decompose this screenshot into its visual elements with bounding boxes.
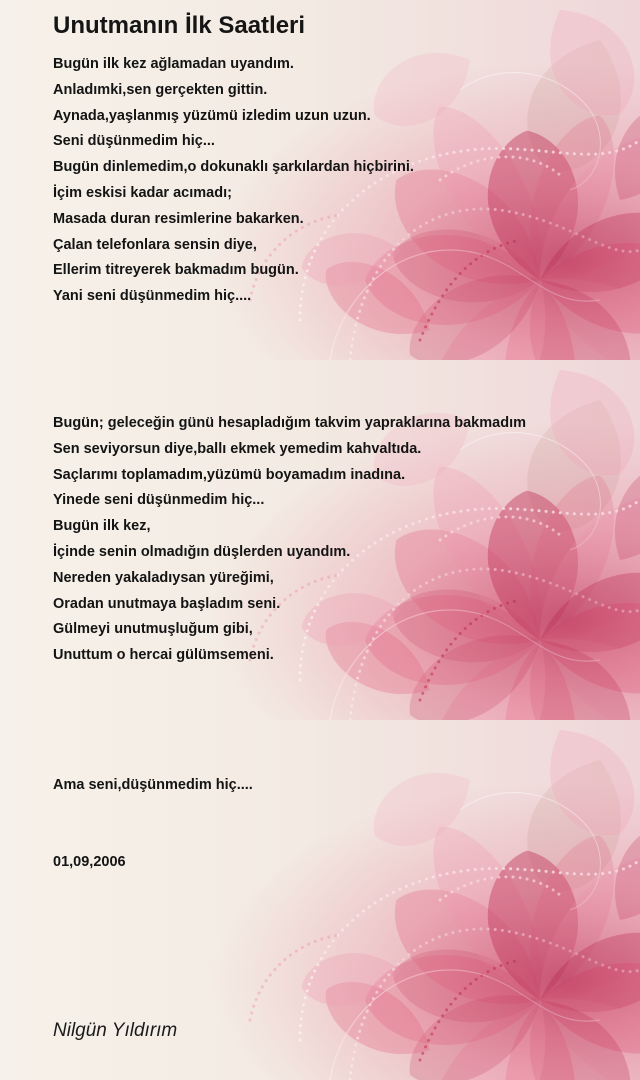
poem-line: Anladımki,sen gerçekten gittin. <box>53 81 268 98</box>
poem-line: Oradan unutmaya başladım seni. <box>53 595 281 612</box>
poem-line: Unuttum o hercai gülümsemeni. <box>53 647 274 664</box>
poem-line: İçinde senin olmadığın düşlerden uyandım. <box>53 543 351 560</box>
poem-line: Aynada,yaşlanmış yüzümü izledim uzun uzun. <box>53 107 371 124</box>
stanza-1 <box>53 52 414 310</box>
poem-line: Bugün ilk kez, <box>53 518 151 535</box>
stanza-2 <box>53 411 526 669</box>
closing-line: Ama seni,düşünmedim hiç.... <box>53 777 253 793</box>
poem-line: Yinede seni düşünmedim hiç... <box>53 492 265 509</box>
poem-line: Gülmeyi unutmuşluğum gibi, <box>53 621 253 638</box>
poem-line: Seni düşünmedim hiç... <box>53 133 215 150</box>
poem-line: Sen seviyorsun diye,ballı ekmek yemedim kahvaltıda. <box>53 440 422 457</box>
poem-line: Ellerim titreyerek bakmadım bugün. <box>53 262 299 279</box>
poem-line: Yani seni düşünmedim hiç.... <box>53 288 252 305</box>
poem-line: Bugün dinlemedim,o dokunaklı şarkılardan hiçbirini. <box>53 159 414 176</box>
poem-line: Bugün; geleceğin günü hesapladığım takvim yapraklarına bakmadım <box>53 415 526 431</box>
poem-line: Bugün ilk kez ağlamadan uyandım. <box>53 56 294 72</box>
poem-line: Masada duran resimlerine bakarken. <box>53 210 304 227</box>
poem-date: 01,09,2006 <box>53 854 126 870</box>
author-signature: Nilgün Yıldırım <box>53 1020 178 1041</box>
poem-line: Çalan telefonlara sensin diye, <box>53 236 257 253</box>
poem-line: Nereden yakaladıysan yüreğimi, <box>53 569 274 586</box>
poem-line: Saçlarımı toplamadım,yüzümü boyamadım inadına. <box>53 466 406 483</box>
poem-line: İçim eskisi kadar acımadı; <box>53 184 232 201</box>
poem-title: Unutmanın İlk Saatleri <box>53 12 306 39</box>
